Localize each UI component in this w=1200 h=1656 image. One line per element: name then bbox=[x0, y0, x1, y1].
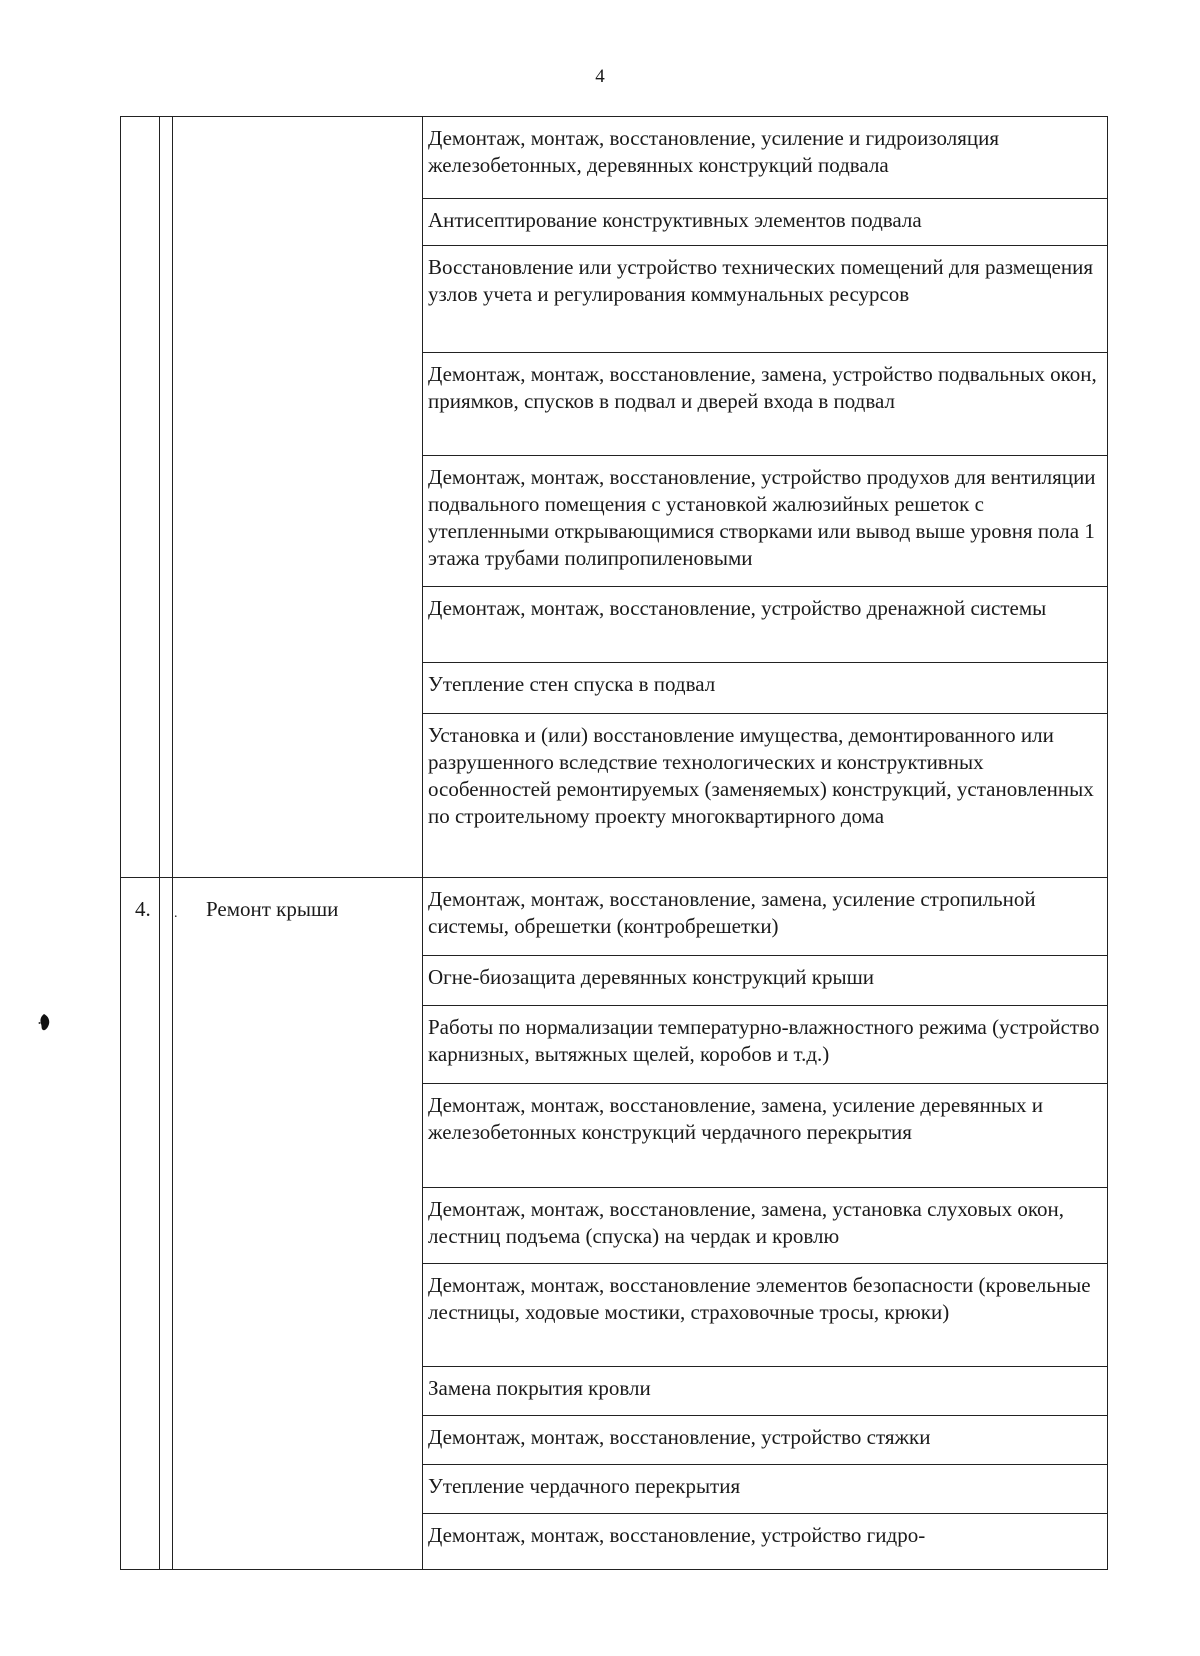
work-item: Замена покрытия кровли bbox=[423, 1366, 1108, 1415]
section-number-cell bbox=[121, 117, 160, 878]
work-item: Восстановление или устройство технических помещений для размещения узлов учета и регулирования коммунальных ресурсов bbox=[423, 246, 1108, 353]
page-number: 4 bbox=[595, 66, 605, 87]
ink-blot-mark bbox=[38, 1013, 51, 1032]
section-number-cell: 4. bbox=[121, 878, 160, 1570]
work-item: Демонтаж, монтаж, восстановление, замена, усиление стропильной системы, обрешетки (контробрешетки) bbox=[423, 878, 1108, 956]
works-table bbox=[120, 116, 1108, 1570]
section-name-cell bbox=[160, 117, 423, 878]
work-item: Установка и (или) восстановление имущества, демонтированного или разрушенного вследствие технологических и конструктивных особенностей ремонтируемых (заменяемых) конструкций, установленных по строительному проекту многоквартирного дома bbox=[423, 714, 1108, 878]
work-item: Демонтаж, монтаж, восстановление, замена, усиление деревянных и железобетонных конструкций чердачного перекрытия bbox=[423, 1083, 1108, 1188]
work-item: Демонтаж, монтаж, восстановление, устройство продухов для вентиляции подвального помещения с установкой жалюзийных решеток с утепленными открывающимися створками или вывод выше уровня пола 1 этажа трубами полипропиленовыми bbox=[423, 455, 1108, 586]
table-row bbox=[121, 117, 1108, 199]
work-item: Огне-биозащита деревянных конструкций крыши bbox=[423, 956, 1108, 1005]
work-item: Демонтаж, монтаж, восстановление, замена, установка слуховых окон, лестниц подъема (спуска) на чердак и кровлю bbox=[423, 1188, 1108, 1264]
work-item: Работы по нормализации температурно-влажностного режима (устройство карнизных, вытяжных щелей, коробов и т.д.) bbox=[423, 1005, 1108, 1083]
work-item: Утепление чердачного перекрытия bbox=[423, 1465, 1108, 1514]
table-row bbox=[121, 878, 1108, 956]
work-item: Демонтаж, монтаж, восстановление, устройство дренажной системы bbox=[423, 586, 1108, 662]
section-name: Ремонт крыши bbox=[206, 897, 339, 922]
work-item: Демонтаж, монтаж, восстановление, замена, устройство подвальных окон, приямков, спусков в подвал и дверей входа в подвал bbox=[423, 352, 1108, 455]
work-item: Антисептирование конструктивных элементов подвала bbox=[423, 199, 1108, 246]
stray-mark: . bbox=[174, 906, 178, 922]
work-item: Демонтаж, монтаж, восстановление, устройство стяжки bbox=[423, 1415, 1108, 1464]
section-name-cell bbox=[160, 878, 423, 1570]
work-item: Демонтаж, монтаж, восстановление, усиление и гидроизоляция железобетонных, деревянных конструкций подвала bbox=[423, 117, 1108, 199]
work-item: Демонтаж, монтаж, восстановление элементов безопасности (кровельные лестницы, ходовые мостики, страховочные тросы, крюки) bbox=[423, 1264, 1108, 1367]
work-item: Утепление стен спуска в подвал bbox=[423, 662, 1108, 713]
work-item: Демонтаж, монтаж, восстановление, устройство гидро- bbox=[423, 1514, 1108, 1570]
